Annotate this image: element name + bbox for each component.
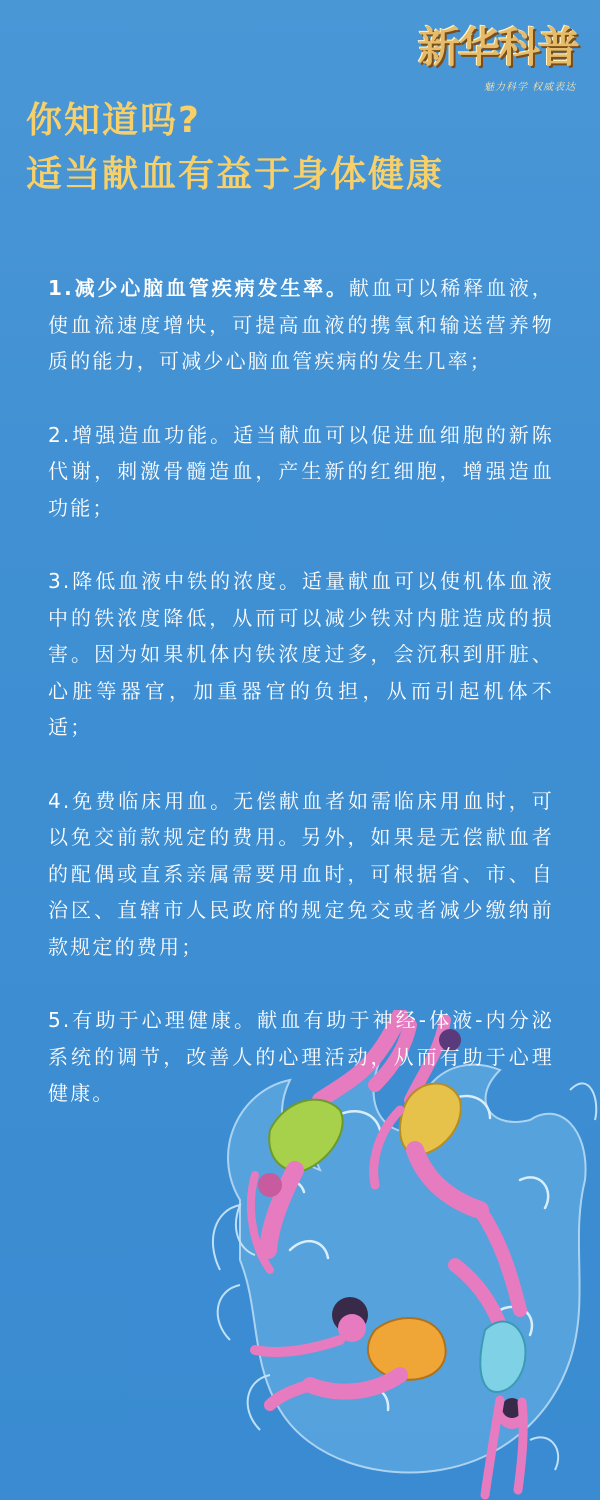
paragraph-text: 无偿献血者如需临床用血时，可以免交前款规定的费用。另外，如果是无偿献血者的配偶或直系亲属需要用血时，可根据省、市、自治区、直辖市人民政府的规定免交或者减少缴纳前款规定的费用； bbox=[48, 788, 554, 959]
paragraph-lead: 4.免费临床用血。 bbox=[48, 788, 234, 813]
benefit-paragraph-5 bbox=[48, 1002, 554, 1112]
benefit-paragraph-3 bbox=[48, 563, 554, 746]
benefit-paragraph-4 bbox=[48, 783, 554, 966]
brand-logo bbox=[418, 20, 586, 100]
paragraph-text: 适量献血可以使机体血液中的铁浓度降低，从而可以减少铁对内脏造成的损害。因为如果机体内铁浓度过多，会沉积到肝脏、心脏等器官，加重器官的负担，从而引起机体不适； bbox=[48, 569, 554, 739]
benefit-paragraph-1 bbox=[48, 270, 554, 380]
paragraph-text: 献血可以稀释血液，使血流速度增快，可提高血液的携氧和输送营养物质的能力，可减少心脑血管疾病的发生几率； bbox=[48, 276, 554, 373]
heading-question: 你知道吗? bbox=[26, 100, 201, 141]
paragraph-lead: 1.减少心脑血管疾病发生率。 bbox=[48, 276, 349, 300]
page-heading bbox=[26, 94, 445, 202]
paragraph-lead: 2.增强造血功能。 bbox=[48, 422, 234, 447]
paragraph-lead: 5.有助于心理健康。 bbox=[48, 1008, 258, 1032]
logo-title: 新华科普 bbox=[418, 23, 579, 72]
paragraph-text: 献血有助于神经-体液-内分泌系统的调节，改善人的心理活动，从而有助于心理健康。 bbox=[48, 1008, 554, 1105]
benefit-paragraph-2 bbox=[48, 417, 554, 527]
paragraph-text: 适当献血可以促进血细胞的新陈代谢，刺激骨髓造血，产生新的红细胞，增强造血功能； bbox=[48, 422, 554, 520]
heading-title: 适当献血有益于身体健康 bbox=[26, 154, 445, 195]
logo-tagline: 魅力科学 权威表达 bbox=[484, 82, 577, 93]
paragraph-lead: 3.降低血液中铁的浓度。 bbox=[48, 569, 303, 593]
article-body bbox=[48, 270, 554, 1149]
